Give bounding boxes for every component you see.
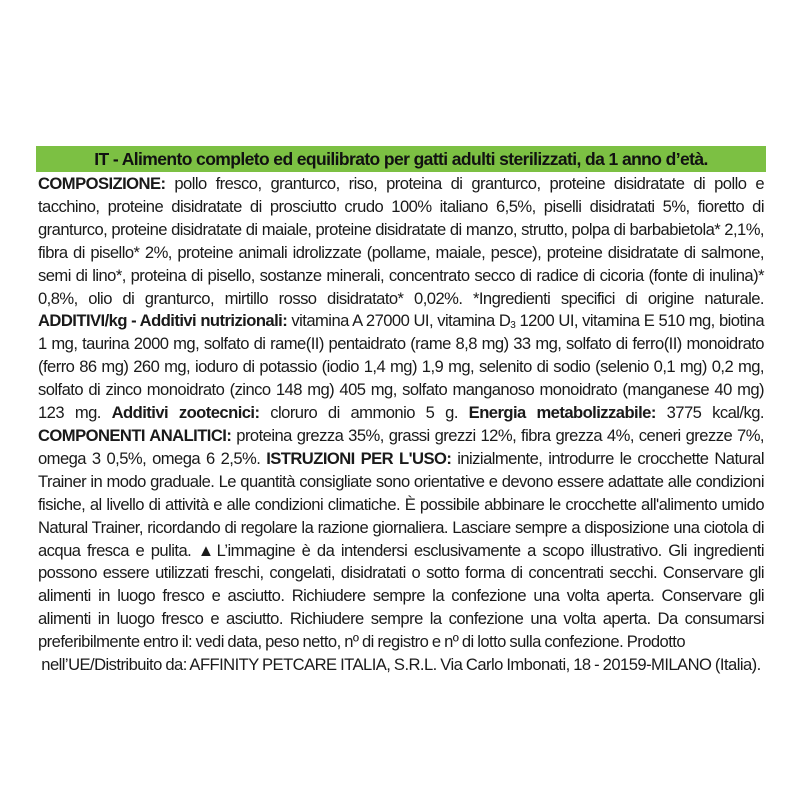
- label-body: [36, 173, 766, 677]
- composition-text: pollo fresco, granturco, riso, proteina di granturco, proteine disidratate di pollo e tacchino, proteine disidratate di prosciutto crudo 100% italiano 6,5%, piselli disidratati 5%, fioretto di granturco, proteine disidratate di maiale, proteine disidratate di manzo, strutto, polpa di barbabietola* 2,1%, fibra di pisello* 2%, proteine animali idrolizzate (pollame, maiale, pesce), proteine disidratate di salmone, semi di lino*, proteina di pisello, sostanze minerali, concentrato secco di radice di cicoria (fonte di inulina)* 0,8%, olio di granturco, mirtillo rosso disidratato* 0,02%. *Ingredienti specifici di origine naturale.: [38, 174, 764, 308]
- zootechnical-heading: Additivi zootecnici:: [111, 403, 260, 423]
- energy-heading: Energia metabolizzabile:: [468, 403, 656, 423]
- additives-text-b: 1200 UI, vitamina E 510 mg, biotina 1 mg, taurina 2000 mg, solfato di rame(II) pentaidrato (rame 8,8 mg) 33 mg, solfato di ferro(II) monoidrato (ferro 86 mg) 260 mg, ioduro di potassio (iodio 1,4 mg) 1,9 mg, selenito di sodio (selenio 0,1 mg) 0,2 mg, solfato di zinco monoidrato (zinco 148 mg) 405 mg, solfato manganoso monoidrato (manganese 40 mg) 123 mg.: [38, 311, 764, 423]
- analytical-heading: COMPONENTI ANALITICI:: [38, 425, 232, 445]
- instructions-heading: ISTRUZIONI PER L'USO:: [266, 448, 452, 468]
- zootechnical-text: cloruro di ammonio 5 g.: [259, 403, 469, 423]
- distributor-line: nell’UE/Distribuito da: AFFINITY PETCARE ITALIA, S.R.L. Via Carlo Imbonati, 18 - 20159-MILANO (Italia).: [41, 655, 761, 675]
- energy-text: 3775 kcal/kg.: [655, 403, 764, 423]
- analytical-text: proteina grezza 35%, grassi grezzi 12%, fibra grezza 4%, ceneri grezze 7%, omega 3 0,5%, omega 6 2,5%.: [38, 425, 764, 468]
- composition-heading: COMPOSIZIONE:: [38, 174, 166, 193]
- instructions-text: inizialmente, introdurre le crocchette Natural Trainer in modo graduale. Le quantità consigliate sono orientative e devono essere adattate alle condizioni fisiche, al livello di attività e alle condizioni climatiche. È possibile abbinare le crocchette all'alimento umido Natural Trainer, ricordando di regolare la razione giornaliera. Lasciare sempre a disposizione una ciotola di acqua fresca e pulita. ▲L’immagine è da intendersi esclusivamente a scopo illustrativo. Gli ingredienti possono essere utilizzati freschi, congelati, disidratati o sotto forma di concentrati secchi. Conservare gli alimenti in luogo fresco e asciutto. Richiudere sempre la confezione una volta aperta. Conservare gli alimenti in luogo fresco e asciutto. Richiudere sempre la confezione una volta aperta. Da consumarsi preferibilmente entro il: vedi data, peso netto, nº di registro e nº di lotto sulla confezione. Prodotto: [38, 448, 764, 652]
- product-label: [36, 146, 766, 677]
- additives-heading: ADDITIVI/kg - Additivi nutrizionali:: [38, 311, 288, 331]
- label-title-bar: IT - Alimento completo ed equilibrato per gatti adulti sterilizzati, da 1 anno d’età.: [36, 146, 766, 172]
- additives-text-a: vitamina A 27000 UI, vitamina D: [287, 311, 511, 331]
- vitamin-d-subscript: 3: [510, 320, 516, 332]
